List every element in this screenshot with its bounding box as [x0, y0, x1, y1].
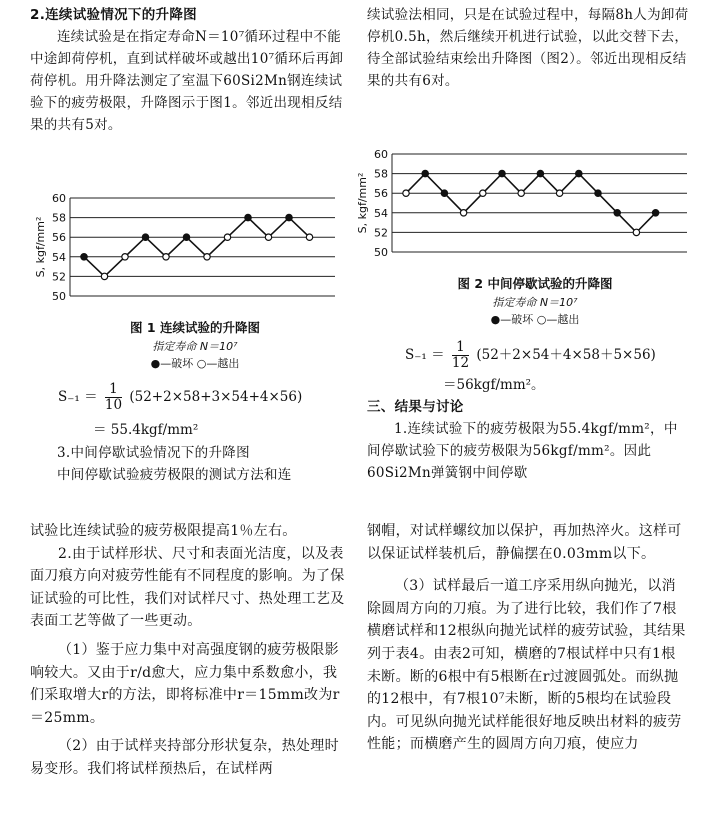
data-point: [286, 214, 292, 220]
series-line: [406, 174, 656, 233]
figure-2-subtitle: 指定寿命 N＝10⁷: [492, 296, 578, 309]
figure-1-title: 图 1 连续试验的升降图: [130, 320, 260, 335]
figure-2-legend: ●—破坏 ○—越出: [490, 313, 580, 326]
figure-2-caption: [400, 274, 670, 327]
data-point: [245, 214, 251, 220]
data-point: [306, 234, 312, 240]
results-block: [367, 396, 689, 484]
y-tick-label: 60: [52, 192, 66, 205]
bottom-left-column: [30, 520, 350, 781]
data-point: [652, 210, 658, 216]
y-tick-label: 54: [374, 206, 388, 220]
figure-1-legend: ●—破坏 ○—越出: [150, 357, 240, 370]
paragraph-intermittent-start: 中间停歇试验疲劳极限的测试方法和连: [57, 467, 292, 483]
section-heading-3: 3.中间停歇试验情况下的升降图: [57, 445, 250, 461]
data-point: [556, 190, 562, 196]
paragraph-clamping: （2）由于试样夹持部分形状复杂，热处理时易变形。我们将试样预热后，在试样两: [30, 738, 339, 777]
figure-2-title: 图 2 中间停歇试验的升降图: [457, 276, 613, 291]
y-tick-label: 58: [374, 167, 388, 181]
formula-1-rhs: (52+2×58+3×54+4×56): [129, 389, 303, 405]
data-point: [183, 234, 189, 240]
formula-2-result: ＝56kgf/mm²。: [443, 377, 545, 393]
formula-1-result: ＝ 55.4kgf/mm²: [93, 422, 199, 438]
formula-1-lhs: S₋₁ ＝: [58, 389, 98, 405]
figure-1-svg: [30, 188, 340, 306]
formula-2-denominator: 12: [451, 355, 470, 371]
data-point: [142, 234, 148, 240]
formula-2-rhs: (52＋2×54＋4×58＋5×56): [476, 347, 656, 363]
formula-1: [58, 382, 302, 413]
y-tick-label: 52: [52, 270, 66, 284]
formula-2-numerator: 1: [452, 340, 469, 356]
paragraph-polishing: （3）试样最后一道工序采用纵向抛光，以消除圆周方向的刀痕。为了进行比较，我们作了7根横磨试样和12根纵向抛光试样的疲劳试验，其结果列于表4。由表2可知，横磨的7根试样中只有1根未断。断的6根中有5根断在r过渡圆弧处。而纵抛的12根中，有7根10⁷未断，断的5根均在试验段内。可见纵向抛光试样能很好地反映出材料的疲劳性能；而横磨产生的圆周方向刀痕，使应力: [367, 578, 686, 753]
y-tick-label: 56: [374, 187, 388, 201]
data-point: [403, 190, 409, 196]
figure-1-caption: [60, 318, 330, 371]
data-point: [122, 254, 128, 260]
y-tick-label: 50: [374, 246, 388, 259]
data-point: [101, 273, 107, 279]
data-point: [81, 254, 87, 260]
formula-1-fraction: [105, 382, 122, 413]
y-tick-label: 58: [52, 211, 66, 225]
y-tick-label: 60: [374, 148, 388, 161]
top-left-column: [30, 4, 350, 136]
figure-2-svg: [352, 144, 692, 262]
figure-1-chart: [30, 188, 340, 310]
data-point: [163, 254, 169, 260]
paragraph-stress-concentration: （1）鉴于应力集中对高强度钢的疲劳极限影响较大。又由于r/d愈大，应力集中系数愈小，我们采取增大r的方法，即将标准中r＝15mm改为r＝25mm。: [30, 641, 340, 726]
section-3-block: [30, 442, 350, 486]
paragraph-conclusion-1: 试验比连续试验的疲劳极限提高1％左右。: [30, 523, 297, 539]
data-point: [441, 190, 447, 196]
figure-2-chart: [352, 144, 692, 266]
y-tick-label: 50: [52, 290, 66, 303]
data-point: [614, 210, 620, 216]
results-heading: 三、结果与讨论: [367, 399, 464, 415]
y-tick-label: 52: [374, 226, 388, 240]
figure-1-subtitle: 指定寿命 N＝10⁷: [152, 340, 238, 353]
data-point: [576, 170, 582, 176]
paragraph-thread-protection: 钢帽，对试样螺纹加以保护，再加热淬火。这样可以保证试样装机后，静偏摆在0.03mm以下。: [367, 523, 682, 562]
paragraph-continuous-test: 连续试验是在指定寿命N＝10⁷循环过程中不能中途卸荷停机，直到试样破坏或越出10⁷循环后再卸荷停机。用升降法测定了室温下60Si2Mn钢连续试验下的疲劳极限，升降图示于图1。邻近出现相反结果的共有5对。: [30, 29, 344, 133]
data-point: [499, 170, 505, 176]
data-point: [224, 234, 230, 240]
y-axis-label: S, kgf/mm²: [34, 216, 47, 278]
data-point: [480, 190, 486, 196]
y-tick-label: 54: [52, 250, 66, 264]
data-point: [595, 190, 601, 196]
top-right-column: [367, 4, 689, 92]
data-point: [422, 170, 428, 176]
formula-2-lhs: S₋₁ ＝: [405, 347, 445, 363]
bottom-right-column: [367, 520, 689, 756]
formula-1-denominator: 10: [104, 397, 123, 413]
paragraph-specimen-changes: 2.由于试样形状、尺寸和表面光洁度，以及表面刀痕方向对疲劳性能有不同程度的影响。为了保证试验的可比性，我们对试样尺寸、热处理工艺及表面工艺等做了一些更动。: [30, 545, 345, 630]
paragraph-intermittent-method: 续试验法相同，只是在试验过程中，每隔8h人为卸荷停机0.5h，然后继续开机进行试验，以此交替下去，待全部试验结束绘出升降图（图2）。邻近出现相反结果的共有6对。: [367, 7, 689, 89]
section-heading-2: 2.连续试验情况下的升降图: [30, 7, 197, 23]
data-point: [518, 190, 524, 196]
data-point: [265, 234, 271, 240]
y-tick-label: 56: [52, 231, 66, 245]
series-line: [84, 218, 310, 277]
data-point: [537, 170, 543, 176]
data-point: [633, 229, 639, 235]
paragraph-results-1: 1.连续试验下的疲劳极限为55.4kgf/mm²，中间停歇试验下的疲劳极限为56kgf/mm²。因此60Si2Mn弹簧钢中间停歇: [367, 421, 678, 481]
formula-2: [405, 340, 656, 371]
y-axis-label: S, kgf/mm²: [356, 172, 369, 234]
data-point: [460, 210, 466, 216]
formula-1-numerator: 1: [105, 382, 122, 398]
formula-2-fraction: [452, 340, 469, 371]
data-point: [204, 254, 210, 260]
